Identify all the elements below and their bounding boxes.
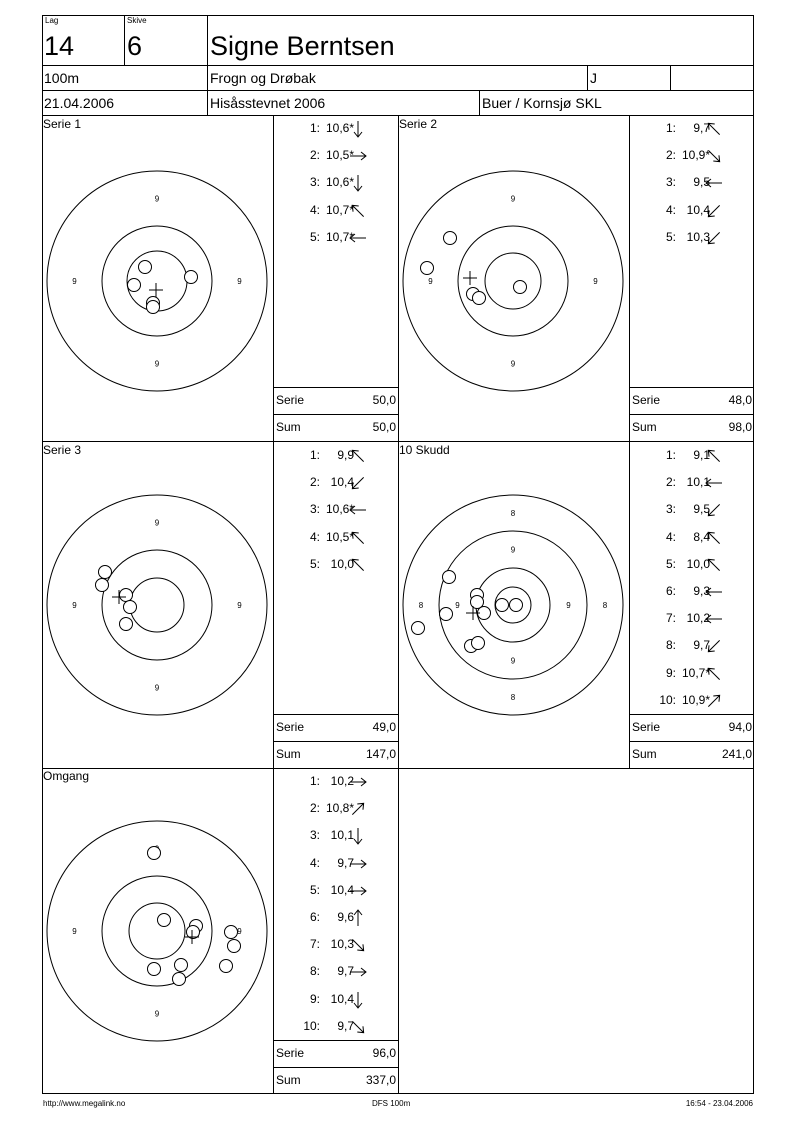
serie-label: Serie bbox=[276, 393, 305, 407]
shot-hole bbox=[496, 599, 509, 612]
serie-value: 94,0 bbox=[728, 720, 752, 734]
center-mark-icon bbox=[149, 283, 163, 297]
shot-row bbox=[632, 612, 710, 624]
shot-row bbox=[632, 694, 710, 706]
shot-score: 10,0 bbox=[686, 556, 710, 571]
sum-value: 337,0 bbox=[365, 1073, 396, 1087]
shot-number: 10: bbox=[659, 692, 676, 707]
shot-score: 10,5* bbox=[325, 529, 354, 544]
arrow-left-icon bbox=[704, 582, 724, 602]
serie-value: 49,0 bbox=[372, 720, 396, 734]
ring-label: 8 bbox=[510, 509, 516, 518]
shot-hole bbox=[220, 960, 233, 973]
shot-row bbox=[276, 911, 354, 923]
arrow-down-right-icon bbox=[348, 1017, 368, 1037]
shot-hole bbox=[120, 589, 133, 602]
shot-row bbox=[632, 503, 710, 515]
shot-row bbox=[632, 585, 710, 597]
shooter-name: Signe Berntsen bbox=[210, 31, 395, 61]
arrow-up-left-icon bbox=[704, 664, 724, 684]
shot-row bbox=[276, 476, 354, 488]
shot-score: 10,4 bbox=[686, 202, 710, 217]
shot-score: 9,5 bbox=[693, 502, 710, 517]
shot-score: 10,1 bbox=[686, 475, 710, 490]
shot-number: 10: bbox=[303, 1018, 320, 1033]
shot-row bbox=[632, 122, 710, 134]
serie-label: Serie bbox=[276, 720, 305, 734]
shot-number: 1: bbox=[309, 448, 320, 462]
shot-hole bbox=[473, 292, 486, 305]
arrow-up-left-icon bbox=[348, 528, 368, 548]
target-ring bbox=[129, 903, 185, 959]
arrow-up-left-icon bbox=[704, 555, 724, 575]
panel-title: Serie 1 bbox=[43, 117, 82, 131]
arrow-down-right-icon bbox=[704, 146, 724, 166]
shot-number: 5: bbox=[665, 556, 676, 571]
serie-label: Serie bbox=[632, 393, 661, 407]
shot-number: 6: bbox=[309, 910, 320, 924]
shot-row bbox=[276, 503, 354, 515]
arrow-down-left-icon bbox=[704, 228, 724, 248]
shot-score: 9,6 bbox=[337, 910, 354, 924]
shot-score: 10,4 bbox=[330, 882, 354, 897]
target-ring bbox=[130, 578, 184, 632]
ring-label: 9 bbox=[428, 277, 433, 286]
shot-row bbox=[276, 558, 354, 570]
sum-value: 147,0 bbox=[365, 747, 396, 761]
arrow-right-icon bbox=[348, 881, 368, 901]
skive-value: 6 bbox=[127, 31, 143, 61]
shot-number: 5: bbox=[309, 882, 320, 897]
range-name: Buer / Kornsjø SKL bbox=[482, 95, 602, 111]
shot-number: 3: bbox=[309, 828, 320, 843]
shot-number: 4: bbox=[309, 202, 320, 217]
shot-number: 5: bbox=[309, 229, 320, 244]
shot-row bbox=[632, 449, 710, 461]
arrow-left-icon bbox=[704, 173, 724, 193]
shot-row bbox=[276, 531, 354, 543]
shot-hole bbox=[147, 301, 160, 314]
shot-row bbox=[276, 993, 354, 1005]
shot-hole bbox=[148, 847, 161, 860]
shot-number: 7: bbox=[309, 937, 320, 952]
shot-score: 10,5* bbox=[325, 148, 354, 163]
shot-score: 9,5 bbox=[693, 175, 710, 190]
shot-score: 10,8* bbox=[325, 801, 354, 816]
shot-hole bbox=[444, 232, 457, 245]
shot-number: 4: bbox=[665, 202, 676, 217]
shot-row bbox=[276, 884, 354, 896]
sum-label: Sum bbox=[632, 420, 657, 434]
shot-number: 9: bbox=[309, 991, 320, 1006]
shot-hole bbox=[99, 566, 112, 579]
shot-hole bbox=[510, 599, 523, 612]
shot-score: 10,4 bbox=[330, 991, 354, 1006]
shot-row bbox=[632, 149, 710, 161]
shot-hole bbox=[514, 281, 527, 294]
shot-score: 10,3 bbox=[330, 937, 354, 952]
arrow-down-left-icon bbox=[704, 500, 724, 520]
panel-title: Serie 2 bbox=[399, 117, 438, 131]
footer-url[interactable]: http://www.megalink.no bbox=[43, 1099, 126, 1108]
shot-score: 9,7 bbox=[693, 638, 710, 653]
arrow-right-icon bbox=[348, 962, 368, 982]
shot-hole bbox=[139, 261, 152, 274]
shot-row bbox=[632, 176, 710, 188]
shot-hole bbox=[120, 618, 133, 631]
sum-label: Sum bbox=[276, 1073, 301, 1087]
shot-row bbox=[632, 204, 710, 216]
ring-label: 9 bbox=[154, 359, 160, 369]
ring-label: 9 bbox=[237, 927, 242, 936]
shot-score: 9,3 bbox=[693, 584, 710, 598]
shot-hole bbox=[440, 608, 453, 621]
footer-program: DFS 100m bbox=[372, 1099, 411, 1108]
shot-number: 4: bbox=[309, 855, 320, 870]
shot-number: 3: bbox=[309, 502, 320, 517]
sum-label: Sum bbox=[276, 747, 301, 761]
arrow-right-icon bbox=[348, 772, 368, 792]
target-omgang bbox=[46, 820, 268, 1042]
shot-hole bbox=[158, 914, 171, 927]
shot-row bbox=[276, 965, 354, 977]
shot-hole bbox=[96, 579, 109, 592]
footer-timestamp: 16:54 - 23.04.2006 bbox=[685, 1099, 753, 1108]
shot-number: 9: bbox=[665, 665, 676, 680]
arrow-down-right-icon bbox=[348, 935, 368, 955]
shot-score: 10,6* bbox=[325, 175, 354, 190]
shot-row bbox=[276, 938, 354, 950]
ring-label: 8 bbox=[602, 601, 608, 610]
shooter-class: J bbox=[590, 70, 597, 86]
ring-label: 9 bbox=[154, 1009, 160, 1019]
shot-hole bbox=[124, 601, 137, 614]
shot-number: 8: bbox=[309, 964, 320, 979]
panel-title: Omgang bbox=[43, 769, 90, 783]
sum-value: 98,0 bbox=[728, 420, 752, 434]
sum-label: Sum bbox=[632, 747, 657, 761]
target-ring bbox=[102, 550, 212, 660]
arrow-up-left-icon bbox=[348, 201, 368, 221]
ring-label: 9 bbox=[510, 194, 516, 204]
shot-score: 10,7* bbox=[325, 229, 354, 244]
ring-label: 9 bbox=[510, 545, 516, 555]
shot-hole bbox=[443, 571, 456, 584]
arrow-up-left-icon bbox=[348, 555, 368, 575]
ring-label: 9 bbox=[72, 601, 77, 610]
target-ring bbox=[403, 171, 623, 391]
ring-label: 9 bbox=[593, 277, 598, 286]
shot-score: 10,6* bbox=[325, 121, 354, 135]
arrow-up-left-icon bbox=[348, 446, 368, 466]
target-10-skudd bbox=[402, 494, 624, 716]
arrow-down-left-icon bbox=[704, 636, 724, 656]
serie-value: 96,0 bbox=[372, 1046, 396, 1060]
ring-label: 9 bbox=[237, 277, 242, 286]
shot-hole bbox=[225, 926, 238, 939]
shot-row bbox=[632, 558, 710, 570]
shot-row bbox=[632, 667, 710, 679]
shot-hole bbox=[175, 959, 188, 972]
panel-title: 10 Skudd bbox=[399, 443, 450, 457]
shot-hole bbox=[148, 963, 161, 976]
shot-number: 2: bbox=[665, 148, 676, 163]
shot-row bbox=[276, 449, 354, 461]
club: Frogn og Drøbak bbox=[210, 70, 316, 86]
ring-label: 8 bbox=[510, 693, 516, 702]
shot-number: 1: bbox=[665, 121, 676, 135]
date: 21.04.2006 bbox=[44, 95, 115, 111]
shot-score: 10,6* bbox=[325, 502, 354, 517]
shot-hole bbox=[228, 940, 241, 953]
ring-label: 9 bbox=[154, 194, 160, 204]
shot-number: 4: bbox=[665, 529, 676, 544]
arrow-up-left-icon bbox=[704, 446, 724, 466]
arrow-left-icon bbox=[348, 228, 368, 248]
event-name: Hisåsstevnet 2006 bbox=[210, 95, 326, 111]
arrow-down-icon bbox=[348, 119, 368, 139]
serie-value: 48,0 bbox=[728, 393, 752, 407]
shot-score: 9,1 bbox=[693, 448, 710, 462]
shot-number: 3: bbox=[665, 502, 676, 517]
shot-score: 10,9* bbox=[681, 148, 710, 163]
shot-hole bbox=[173, 973, 186, 986]
shot-score: 9,7 bbox=[337, 964, 354, 979]
shot-number: 3: bbox=[665, 175, 676, 190]
shot-row bbox=[632, 231, 710, 243]
shot-score: 10,7* bbox=[681, 665, 710, 680]
shot-score: 9,7 bbox=[337, 855, 354, 870]
target-serie-3 bbox=[46, 494, 268, 716]
shot-score: 10,9* bbox=[681, 692, 710, 707]
shot-number: 5: bbox=[309, 556, 320, 571]
arrow-up-right-icon bbox=[348, 799, 368, 819]
shot-score: 9,7 bbox=[337, 1018, 354, 1033]
shot-number: 1: bbox=[665, 448, 676, 462]
ring-label: 9 bbox=[154, 518, 160, 528]
shot-row bbox=[276, 204, 354, 216]
shot-number: 4: bbox=[309, 529, 320, 544]
shot-number: 5: bbox=[665, 229, 676, 244]
target-ring bbox=[47, 171, 267, 391]
shot-hole bbox=[412, 622, 425, 635]
target-serie-2 bbox=[402, 170, 624, 392]
shot-hole bbox=[185, 271, 198, 284]
arrow-down-icon bbox=[348, 990, 368, 1010]
shot-row bbox=[276, 176, 354, 188]
shot-score: 10,2 bbox=[686, 611, 710, 626]
shot-hole bbox=[128, 279, 141, 292]
shot-row bbox=[276, 149, 354, 161]
shot-score: 8,4 bbox=[693, 529, 710, 544]
shot-number: 2: bbox=[309, 801, 320, 816]
ring-label: 9 bbox=[566, 601, 571, 610]
shot-row bbox=[632, 531, 710, 543]
sum-value: 241,0 bbox=[721, 747, 752, 761]
shot-row bbox=[276, 829, 354, 841]
shot-number: 8: bbox=[665, 638, 676, 653]
lag-value: 14 bbox=[44, 31, 75, 61]
shot-number: 1: bbox=[309, 774, 320, 788]
target-ring bbox=[485, 253, 541, 309]
ring-label: 9 bbox=[510, 359, 516, 369]
arrow-right-icon bbox=[348, 146, 368, 166]
arrow-right-icon bbox=[348, 854, 368, 874]
serie-value: 50,0 bbox=[372, 393, 396, 407]
center-mark-icon bbox=[463, 271, 477, 285]
distance: 100m bbox=[44, 70, 80, 86]
ring-label: 9 bbox=[72, 927, 77, 936]
ring-label: 9 bbox=[455, 601, 460, 610]
target-ring bbox=[458, 226, 568, 336]
shot-score: 10,1 bbox=[330, 828, 354, 843]
arrow-down-left-icon bbox=[348, 473, 368, 493]
serie-label: Serie bbox=[276, 1046, 305, 1060]
arrow-up-left-icon bbox=[704, 528, 724, 548]
skive-label: Skive bbox=[127, 16, 147, 25]
arrow-up-icon bbox=[348, 908, 368, 928]
shot-row bbox=[632, 639, 710, 651]
arrow-down-left-icon bbox=[704, 201, 724, 221]
shot-number: 7: bbox=[665, 611, 676, 626]
shot-row bbox=[276, 1020, 354, 1032]
shot-score: 10,7* bbox=[325, 202, 354, 217]
ring-label: 9 bbox=[72, 277, 77, 286]
shot-number: 2: bbox=[309, 148, 320, 163]
shot-row bbox=[632, 476, 710, 488]
ring-label: 9 bbox=[237, 601, 242, 610]
ring-label: 9 bbox=[154, 683, 160, 693]
arrow-left-icon bbox=[348, 500, 368, 520]
shot-row bbox=[276, 857, 354, 869]
lag-label: Lag bbox=[45, 16, 59, 25]
arrow-down-icon bbox=[348, 826, 368, 846]
serie-label: Serie bbox=[632, 720, 661, 734]
arrow-up-left-icon bbox=[704, 119, 724, 139]
shot-hole bbox=[421, 262, 434, 275]
shot-number: 2: bbox=[309, 475, 320, 490]
shot-hole bbox=[472, 637, 485, 650]
target-serie-1 bbox=[46, 170, 268, 392]
target-ring bbox=[47, 495, 267, 715]
sum-value: 50,0 bbox=[372, 420, 396, 434]
arrow-left-icon bbox=[704, 473, 724, 493]
shot-score: 10,4 bbox=[330, 475, 354, 490]
shot-row bbox=[276, 775, 354, 787]
ring-label: 8 bbox=[418, 601, 424, 610]
shot-row bbox=[276, 802, 354, 814]
shot-row bbox=[276, 122, 354, 134]
ring-label: 9 bbox=[510, 656, 516, 666]
shot-score: 10,0 bbox=[330, 556, 354, 571]
shot-score: 10,3 bbox=[686, 229, 710, 244]
shot-number: 3: bbox=[309, 175, 320, 190]
arrow-down-icon bbox=[348, 173, 368, 193]
shot-number: 2: bbox=[665, 475, 676, 490]
arrow-up-right-icon bbox=[704, 691, 724, 711]
shot-score: 9,7 bbox=[693, 121, 710, 135]
shot-score: 10,2 bbox=[330, 774, 354, 788]
sum-label: Sum bbox=[276, 420, 301, 434]
shot-score: 9,9 bbox=[337, 448, 354, 462]
shot-number: 1: bbox=[309, 121, 320, 135]
shot-number: 6: bbox=[665, 584, 676, 598]
arrow-left-icon bbox=[704, 609, 724, 629]
panel-title: Serie 3 bbox=[43, 443, 82, 457]
shot-row bbox=[276, 231, 354, 243]
